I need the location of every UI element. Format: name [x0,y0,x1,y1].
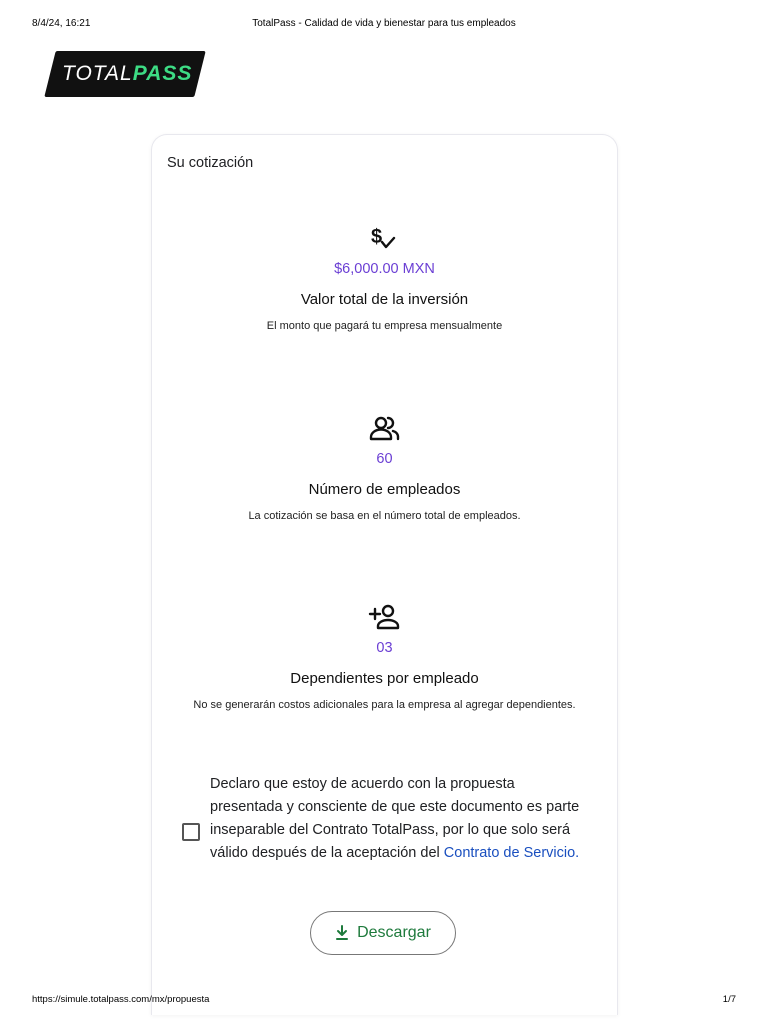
employees-label: Número de empleados [308,481,461,498]
dependents-label: Dependientes por empleado [290,670,479,687]
investment-label: Valor total de la inversión [300,291,469,308]
card-title: Su cotización [167,155,254,171]
dependents-description: No se generarán costos adicionales para la empresa al agregar dependientes. [193,699,576,711]
agreement-statement: Declaro que estoy de acuerdo con la propuesta presentada y consciente de que este documento es parte inseparable del Contrato TotalPass, por lo que solo será válido después de la aceptación del [210,776,580,861]
page-number: 1/7 [722,994,736,1005]
agreement-checkbox[interactable] [182,823,200,841]
dollar-check-icon [367,223,403,255]
quote-card [151,134,618,1015]
investment-value: $6,000.00 MXN [334,261,435,277]
download-label: Descargar [357,924,431,941]
investment-block [152,223,617,334]
logo-text-pass: PASS [132,62,193,85]
logo-text-total: TOTAL [62,62,133,85]
dependents-value: 03 [376,640,393,656]
print-datetime: 8/4/24, 16:21 [32,18,91,29]
group-icon [367,413,403,445]
agreement-text [210,773,582,865]
service-contract-link[interactable]: Contrato de Servicio. [443,845,580,861]
print-document-title: TotalPass - Calidad de vida y bienestar para tus empleados [252,18,516,29]
print-header [0,18,768,32]
employees-value: 60 [376,451,393,467]
investment-description: El monto que pagará tu empresa mensualmente [266,320,503,332]
employees-block [152,413,617,524]
download-icon [335,925,349,941]
page-url: https://simule.totalpass.com/mx/propuesta [32,994,210,1005]
dependents-block [152,602,617,713]
person-add-icon [367,602,403,634]
logo-wordmark [62,62,192,86]
svg-text:$: $ [370,226,382,248]
employees-description: La cotización se basa en el número total de empleados. [248,510,521,522]
print-footer [0,994,768,1008]
download-button[interactable] [310,911,456,955]
